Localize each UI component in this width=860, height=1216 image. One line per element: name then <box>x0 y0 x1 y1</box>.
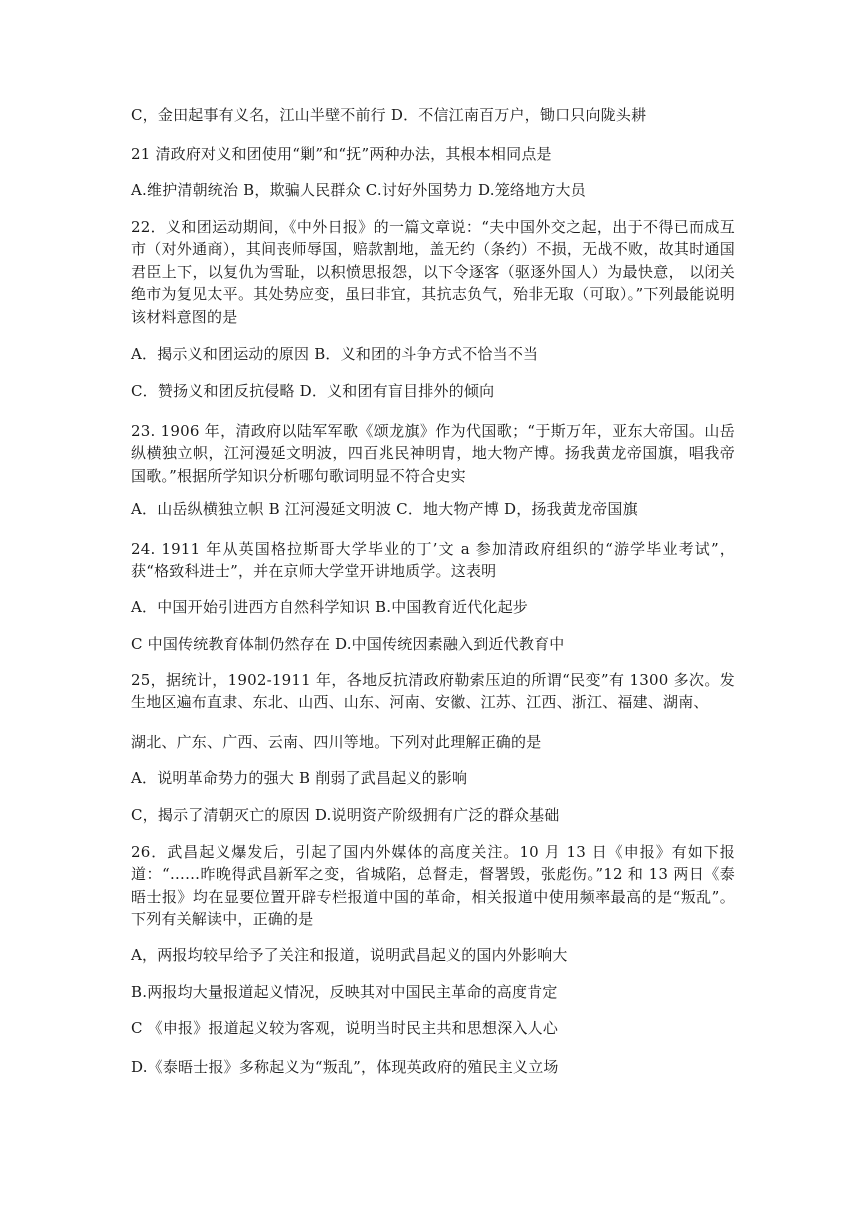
q22-option-cd: C．赞扬义和团反抗侵略 D．义和团有盲目排外的倾向 <box>131 382 495 400</box>
q20-option-cd: C，金田起事有义名，江山半壁不前行 D．不信江南百万户，锄口只向陇头耕 <box>131 106 647 124</box>
q22-stem: 22．义和团运动期间，《中外日报》的一篇文章说：“夫中国外交之起，出于不得已而成互市（对外通商），其间丧师辱国，赔款割地，盖无约（条约）不损，无战不败，故其时通国君臣上下，以复仇为雪耻，以积愤思报怨，以下令逐客（驱逐外国人）为最快意， 以闭关绝市为复见太平。其处势应变，虽曰非宜，其抗志负气，殆非无取（可取）。”下列最能说明该材料意图的是 <box>131 218 735 326</box>
q21-stem: 21 清政府对义和团使用“剿”和“抚”两种办法，其根本相同点是 <box>131 145 552 163</box>
q23-options: A．山岳纵横独立帜 B 江河漫延文明波 C．地大物产博 D，扬我黄龙帝国旗 <box>131 500 638 518</box>
q24-option-ab: A．中国开始引进西方自然科学知识 B.中国教育近代化起步 <box>131 598 528 616</box>
q26-stem: 26．武昌起义爆发后，引起了国内外媒体的高度关注。10 月 13 日《申报》有如下报道：“……昨晚得武昌新军之变，省城陷，总督走，督署毁，张彪伤。”12 和 13 两日《泰晤士报》均在显要位置开辟专栏报道中国的革命，相关报道中使用频率最高的是“叛乱”。下列有关解读中，正确的是 <box>131 843 735 929</box>
q25-stem: 25，据统计，1902-1911 年，各地反抗清政府勒索压迫的所谓“民变”有 1300 多次。发生地区遍布直隶、东北、山西、山东、河南、安徽、江苏、江西、浙江、福建、湖南、 <box>131 671 735 712</box>
q21-options: A.维护清朝统治 B，欺骗人民群众 C.讨好外国势力 D.笼络地方大员 <box>131 181 586 199</box>
q26-option-a: A，两报均较早给予了关注和报道，说明武昌起义的国内外影响大 <box>131 946 568 964</box>
q26-option-c: C 《申报》报道起义较为客观，说明当时民主共和思想深入人心 <box>131 1019 559 1037</box>
q22-option-ab: A．揭示义和团运动的原因 B．义和团的斗争方式不恰当不当 <box>131 345 539 363</box>
q25-stem-continued: 湖北、广东、广西、云南、四川等地。下列对此理解正确的是 <box>131 733 542 751</box>
q23-stem: 23. 1906 年，清政府以陆军军歌《颂龙旗》作为代国歌；“于斯万年，亚东大帝国。山岳纵横独立帜，江河漫延文明波，四百兆民神明胄，地大物产博。扬我黄龙帝国旗，唱我帝国歌。”根据所学知识分析哪句歌词明显不符合史实 <box>131 422 735 485</box>
q26-option-d: D.《泰晤士报》多称起义为“叛乱”，体现英政府的殖民主义立场 <box>131 1058 559 1076</box>
q24-stem: 24. 1911 年从英国格拉斯哥大学毕业的丁’文 a 参加清政府组织的“游学毕业考试”，获“格致科进士”，并在京师大学堂开讲地质学。这表明 <box>131 540 735 581</box>
q26-option-b: B.两报均大量报道起义情况，反映其对中国民主革命的高度肯定 <box>131 983 558 1001</box>
q24-option-cd: C 中国传统教育体制仍然存在 D.中国传统因素融入到近代教育中 <box>131 635 565 653</box>
q25-option-cd: C，揭示了清朝灭亡的原因 D.说明资产阶级拥有广泛的群众基础 <box>131 806 560 824</box>
q25-option-ab: A．说明革命势力的强大 B 削弱了武昌起义的影响 <box>131 769 468 787</box>
